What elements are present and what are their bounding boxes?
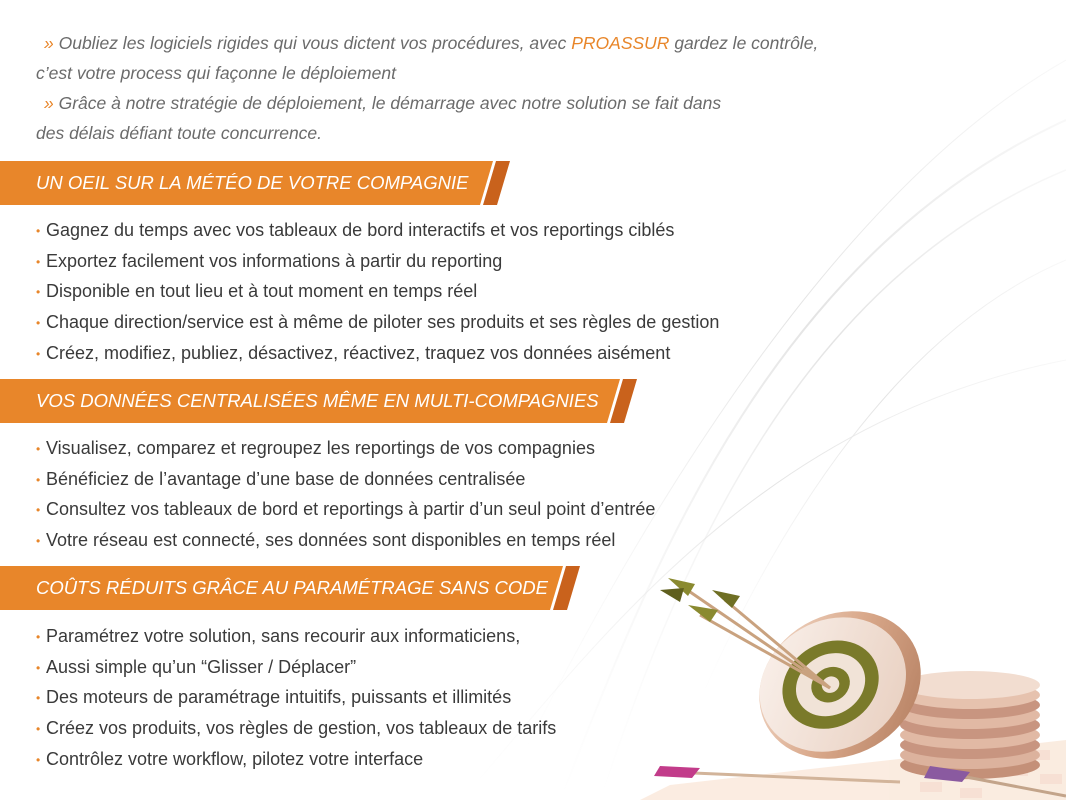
intro-line-3 (36, 88, 856, 118)
list-item-text: Chaque direction/service est à même de piloter ses produits et ses règles de gestion (46, 312, 720, 333)
list-item (36, 526, 655, 557)
list-item (36, 339, 719, 370)
bullet-icon: • (36, 660, 41, 675)
intro-line-1 (36, 28, 856, 58)
bullet-icon: • (36, 224, 41, 238)
archery-target-icon (640, 560, 1066, 800)
feature-list (36, 622, 556, 776)
list-item-text: Disponible en tout lieu et à tout moment en temps réel (46, 281, 478, 302)
bullet-icon: • (36, 752, 41, 767)
section-banner (0, 566, 582, 610)
bullet-icon: • (36, 534, 41, 549)
intro-text: gardez le contrôle, (669, 33, 819, 53)
list-item-text: Paramétrez votre solution, sans recourir aux informaticiens, (46, 626, 521, 646)
list-item (36, 622, 556, 653)
list-item-text: Créez, modifiez, publiez, désactivez, réactivez, traquez vos données aisément (46, 342, 671, 363)
bullet-icon: • (36, 285, 41, 300)
list-item (36, 308, 719, 339)
section-title: UN OEIL SUR LA MÉTÉO DE VOTRE COMPAGNIE (36, 172, 469, 193)
intro-paragraph (36, 28, 856, 148)
bullet-icon: • (36, 346, 41, 361)
list-item-text: Bénéficiez de l’avantage d’une base de données centralisée (46, 468, 526, 489)
intro-text: Oubliez les logiciels rigides qui vous dictent vos procédures, avec (58, 33, 572, 53)
list-item (36, 434, 655, 465)
bullet-icon: • (36, 254, 41, 269)
section-banner (0, 161, 512, 205)
bullet-icon: • (36, 691, 41, 706)
list-item-text: Gagnez du temps avec vos tableaux de bord interactifs et vos reportings ciblés (46, 220, 675, 240)
section-title: COÛTS RÉDUITS GRÂCE AU PARAMÉTRAGE SANS CODE (36, 577, 548, 598)
bullet-icon: • (36, 442, 41, 456)
feature-list (36, 434, 655, 557)
bullet-icon: • (36, 630, 41, 644)
intro-text: Grâce à notre stratégie de déploiement, le démarrage avec notre solution se fait dans (58, 93, 722, 113)
list-item (36, 714, 556, 745)
intro-line-4: des délais défiant toute concurrence. (36, 123, 323, 143)
list-item-text: Contrôlez votre workflow, pilotez votre interface (46, 748, 424, 769)
list-item (36, 465, 655, 496)
bullet-icon: • (36, 316, 41, 331)
list-item-text: Des moteurs de paramétrage intuitifs, puissants et illimités (46, 687, 512, 708)
bullet-icon: • (36, 503, 41, 518)
disc-stack (900, 671, 1040, 779)
list-item-text: Créez vos produits, vos règles de gestion, vos tableaux de tarifs (46, 718, 557, 739)
list-item-text: Aussi simple qu’un “Glisser / Déplacer” (46, 656, 357, 677)
list-item (36, 247, 719, 278)
list-item (36, 683, 556, 714)
bullet-icon: • (36, 472, 41, 487)
list-item-text: Votre réseau est connecté, ses données sont disponibles en temps réel (46, 530, 616, 551)
list-item (36, 653, 556, 684)
list-item-text: Consultez vos tableaux de bord et reportings à partir d’un seul point d’entrée (46, 499, 656, 520)
list-item (36, 745, 556, 776)
chevron-icon: » (44, 93, 54, 113)
bullet-icon: • (36, 722, 41, 737)
section-title: VOS DONNÉES CENTRALISÉES MÊME EN MULTI-COMPAGNIES (36, 390, 599, 411)
list-item (36, 277, 719, 308)
list-item-text: Exportez facilement vos informations à partir du reporting (46, 250, 503, 271)
section-banner (0, 379, 640, 423)
feature-list (36, 216, 719, 370)
intro-line-2: c’est votre process qui façonne le déploiement (36, 63, 396, 83)
list-item-text: Visualisez, comparez et regroupez les reportings de vos compagnies (46, 438, 595, 458)
list-item (36, 216, 719, 247)
list-item (36, 495, 655, 526)
chevron-icon: » (44, 33, 54, 53)
brand-name: PROASSUR (571, 33, 670, 53)
